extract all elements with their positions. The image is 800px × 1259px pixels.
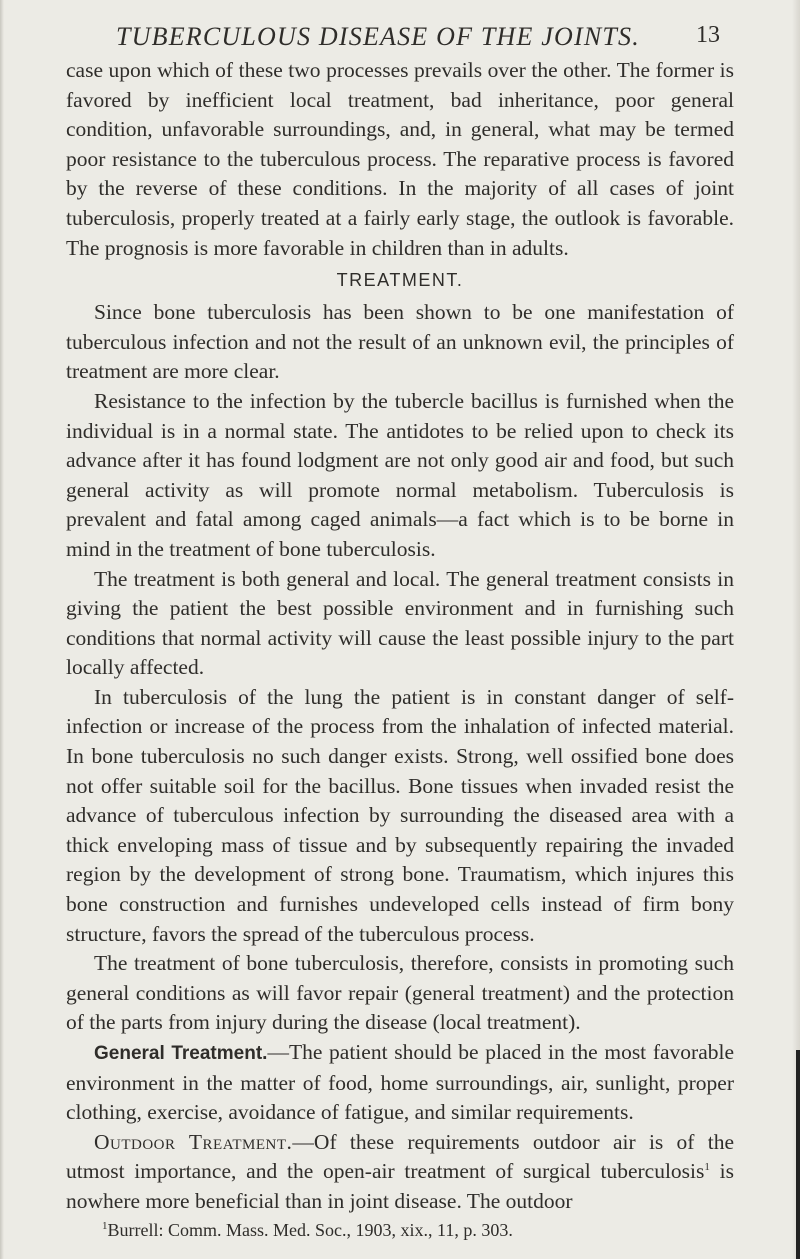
footnote-marker: 1 bbox=[102, 1219, 108, 1232]
binding-shadow bbox=[796, 1050, 800, 1259]
section-heading: TREATMENT. bbox=[336, 270, 464, 291]
page-header bbox=[116, 22, 720, 52]
paragraph: In tuberculosis of the lung the patient is in constant danger of self-infection or increase of the process from the inhalation of infected material. In bone tuberculosis no such danger exists. Strong, well ossified bone does not offer suitable soil for the bacillus. Bone tissues when invaded resist the advance of tuberculous infection by surrounding the diseased area with a thick enveloping mass of tissue and by subsequently repairing the invaded region by the development of strong bone. Traumatism, which injures this bone construction and furnishes undeveloped cells instead of firm bony structure, favors the spread of the tuberculous process. bbox=[66, 684, 734, 946]
paragraph-text: —Of these requirements outdoor air is of the utmost importance, and the open-air treatment of surgical tuberculosis bbox=[66, 1129, 735, 1184]
footnote-reference: 1 bbox=[704, 1161, 710, 1174]
paragraph: Resistance to the infection by the tubercle bacillus is furnished when the individual is in a normal state. The antidotes to be relied upon to check its advance after it has found lodgment are not only good air and food, but such general activity as will promote normal metabolism. Tuberculosis is prevalent and fatal among caged animals—a fact which is to be borne in mind in the treatment of bone tuberculosis. bbox=[66, 388, 734, 561]
running-head: TUBERCULOUS DISEASE OF THE JOINTS. bbox=[116, 22, 640, 51]
paragraph: The treatment is both general and local. The general treatment consists in giving the patient the best possible environment and in furnishing such conditions that normal activity will cause the least possible injury to the part locally affected. bbox=[66, 566, 734, 680]
body-text bbox=[66, 56, 734, 1241]
paragraph-text: —The patient should be placed in the most favorable environment in the matter of food, home surroundings, air, sunlight, proper clothing, exercise, avoidance of fatigue, and similar requirements. bbox=[66, 1040, 735, 1125]
run-in-heading: Outdoor Treatment. bbox=[94, 1129, 293, 1154]
paragraph-text: is nowhere more beneficial than in joint disease. The outdoor bbox=[66, 1159, 735, 1213]
paragraph: case upon which of these two processes prevails over the other. The former is favored by inefficient local treatment, bad inheritance, poor general condition, unfavorable surroundings, and, in general, what may be termed poor resistance to the tuberculous process. The reparative process is favored by the reverse of these conditions. In the majority of all cases of joint tuberculosis, properly treated at a fairly early stage, the outlook is favorable. The prognosis is more favorable in children than in adults. bbox=[66, 58, 734, 260]
paragraph-general-treatment bbox=[66, 1038, 734, 1128]
footnote-text: Burrell: Comm. Mass. Med. Soc., 1903, xix., 11, p. 303. bbox=[107, 1219, 513, 1240]
page-left-edge bbox=[0, 0, 4, 1259]
paragraph: The treatment of bone tuberculosis, therefore, consists in promoting such general conditions as will favor repair (general treatment) and the protection of the parts from injury during the disease (local treatment). bbox=[66, 951, 734, 1035]
paragraph-outdoor-treatment bbox=[66, 1128, 734, 1217]
paragraph: Since bone tuberculosis has been shown to be one manifestation of tuberculous infection and not the result of an unknown evil, the principles of treatment are more clear. bbox=[66, 300, 734, 384]
run-in-heading: General Treatment. bbox=[94, 1043, 268, 1064]
footnote bbox=[66, 1219, 734, 1241]
page-number: 13 bbox=[696, 22, 720, 48]
